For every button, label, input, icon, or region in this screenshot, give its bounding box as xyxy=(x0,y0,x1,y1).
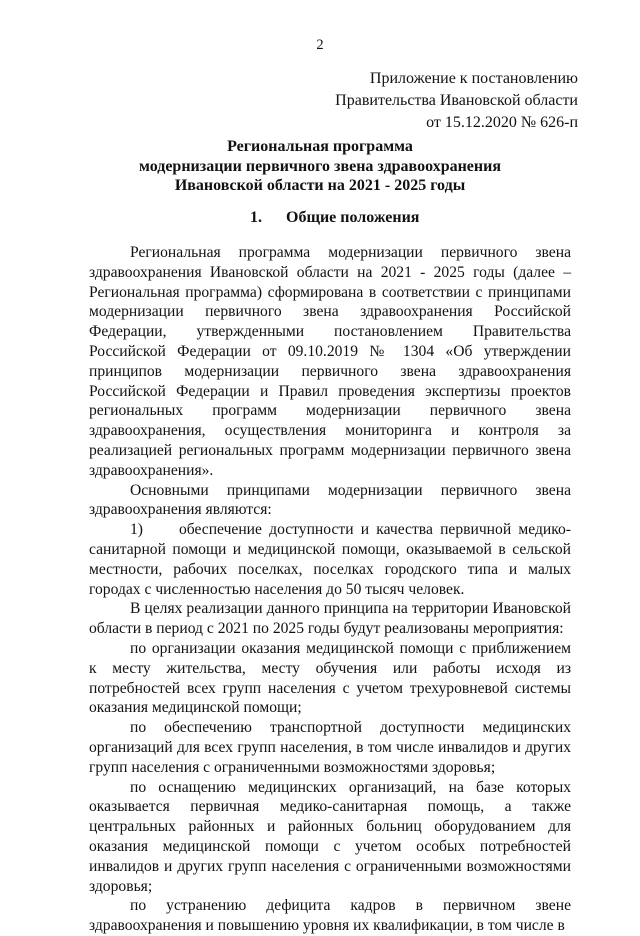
program-title-line-1: Региональная программа xyxy=(227,138,413,155)
program-title-line-3: Ивановской области на 2021 - 2025 годы xyxy=(174,177,466,194)
paragraph: по организации оказания медицинской помощи с приближением к месту жительства, месту обучения или работы исходя из потребностей всех групп населения с учетом трехуровневой системы оказания медицинской помощи; xyxy=(89,639,571,717)
document-body xyxy=(89,243,571,936)
appendix-line-3: от 15.12.2020 № 626-п xyxy=(426,114,578,131)
paragraph: по оснащению медицинских организаций, на базе которых оказывается первичная медико-санитарная помощь, а также центральных районных и районных больниц оборудованием для оказания медицинской помощи с учетом особых потребностей инвалидов и других групп населения с ограниченными возможностями здоровья; xyxy=(89,778,571,895)
section-heading xyxy=(250,209,419,227)
section-title: Общие положения xyxy=(286,209,420,226)
paragraph: В целях реализации данного принципа на территории Ивановской области в период с 2021 по 2025 годы будут реализованы мероприятия: xyxy=(89,600,571,638)
appendix-line-2: Правительства Ивановской области xyxy=(335,92,578,109)
appendix-header xyxy=(335,68,578,134)
program-title-line-2: модернизации первичного звена здравоохранения xyxy=(139,158,501,175)
paragraph: по обеспечению транспортной доступности медицинских организаций для всех групп населения, в том числе инвалидов и других групп населения с ограниченными возможностями здоровья; xyxy=(89,719,571,776)
paragraph: Региональная программа модернизации первичного звена здравоохранения Ивановской области на 2021 - 2025 годы (далее – Региональная программа) сформирована в соответствии с принципами модернизации первичного звена здравоохранения Российской Федерации, утвержденными постановлением Правительства Российской Федерации от 09.10.2019 № 1304 «Об утверждении принципов модернизации первичного звена здравоохранения Российской Федерации и Правил проведения экспертизы проектов региональных программ модернизации первичного звена здравоохранения, осуществления мониторинга и контроля за реализацией региональных программ модернизации первичного звена здравоохранения». xyxy=(89,244,571,479)
paragraph: Основными принципами модернизации первичного звена здравоохранения являются: xyxy=(89,481,571,519)
page-number: 2 xyxy=(316,37,324,53)
paragraph: по устранению дефицита кадров в первичном звене здравоохранения и повышению уровня их квалификации, в том числе в xyxy=(89,897,571,935)
list-item: 1) обеспечение доступности и качества первичной медико-санитарной помощи и медицинской помощи, оказываемой в сельской местности, рабочих поселках, поселках городского типа и малых городах с численностью населения до 50 тысяч человек. xyxy=(89,521,571,598)
section-number: 1. xyxy=(250,209,262,226)
appendix-line-1: Приложение к постановлению xyxy=(369,70,578,87)
